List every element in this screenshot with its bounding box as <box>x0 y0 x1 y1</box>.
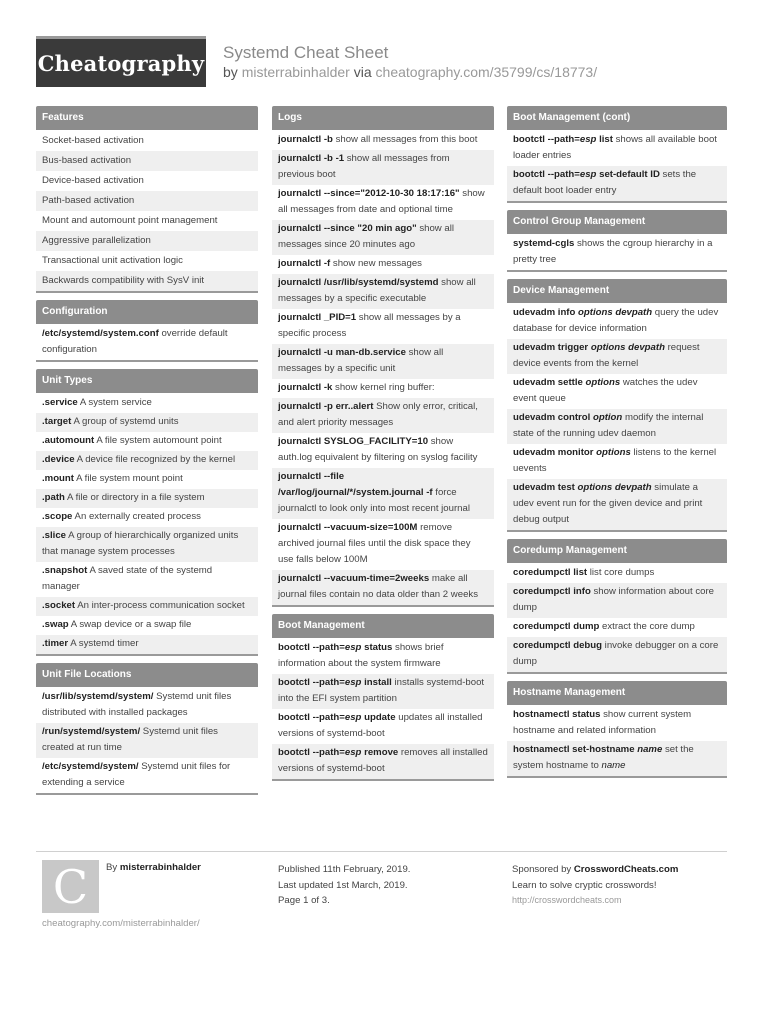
log-row <box>272 344 494 379</box>
device-row <box>507 304 727 339</box>
log-row <box>272 274 494 309</box>
command: journalctl -u man-db.service <box>278 347 406 358</box>
description: show current system hostname and related information <box>513 709 692 736</box>
config-row <box>36 325 258 360</box>
section-features <box>36 106 258 293</box>
option: esp <box>579 169 597 180</box>
command: udevadm settle <box>513 377 586 388</box>
cgroup-row <box>507 235 727 270</box>
command: .target <box>42 416 72 427</box>
section-header: Boot Management (cont) <box>507 106 727 130</box>
description: show all messages by a specific unit <box>278 347 444 374</box>
footer-publication-info <box>278 862 410 909</box>
hostname-row <box>507 741 727 776</box>
coredump-row <box>507 564 727 583</box>
option: options devpath <box>590 342 665 353</box>
section-logs <box>272 106 494 607</box>
command: hostnamectl set-hostname <box>513 744 638 755</box>
log-row <box>272 309 494 344</box>
option: option <box>592 412 623 423</box>
section-header: Boot Management <box>272 614 494 638</box>
description: A systemd timer <box>68 638 139 649</box>
command: journalctl -f <box>278 258 331 269</box>
section-header: Configuration <box>36 300 258 324</box>
description: set the system hostname to <box>513 744 694 771</box>
command: hostnamectl status <box>513 709 601 720</box>
subcommand: list <box>596 134 613 145</box>
section-header: Unit Types <box>36 369 258 393</box>
description: show kernel ring buffer: <box>332 382 435 393</box>
logo-text: Cheatography <box>37 50 205 76</box>
section-coredump <box>507 539 727 674</box>
option: esp <box>579 134 597 145</box>
log-row <box>272 379 494 398</box>
command: /usr/lib/systemd/system/ <box>42 691 154 702</box>
subcommand: remove <box>361 747 399 758</box>
command: .swap <box>42 619 69 630</box>
description: watches the udev event queue <box>513 377 698 404</box>
unit-type-row <box>36 451 258 470</box>
description: show all messages by a specific process <box>278 312 461 339</box>
option: options <box>585 377 621 388</box>
coredump-row <box>507 618 727 637</box>
sponsor-tagline: Learn to solve cryptic crosswords! <box>512 879 657 891</box>
unit-type-row <box>36 635 258 654</box>
description: show auth.log equivalent by filtering on syslog facility <box>278 436 478 463</box>
log-row <box>272 468 494 519</box>
column-1 <box>36 106 258 802</box>
description: modify the internal state of the running udev daemon <box>513 412 704 439</box>
section-device-management <box>507 279 727 532</box>
log-row <box>272 433 494 468</box>
footer-by-label: By <box>106 862 118 873</box>
location-row <box>36 723 258 758</box>
section-header: Features <box>36 106 258 130</box>
feature-item: Transactional unit activation logic <box>42 255 183 266</box>
footer <box>36 851 727 929</box>
log-row <box>272 185 494 220</box>
boot-row <box>272 709 494 744</box>
unit-type-row <box>36 394 258 413</box>
command: coredumpctl debug <box>513 640 603 651</box>
footer-author-link[interactable]: misterrabinhalder <box>119 862 201 873</box>
log-row <box>272 131 494 150</box>
section-control-group <box>507 210 727 272</box>
command: .scope <box>42 511 73 522</box>
description: remove archived journal files until the disk space they use falls below 100M <box>278 522 471 565</box>
command: .timer <box>42 638 69 649</box>
command: udevadm control <box>513 412 593 423</box>
description: shows all available boot loader entries <box>513 134 717 161</box>
command: journalctl --file /var/log/journal/*/system.journal -f <box>278 471 433 498</box>
description: shows brief information about the system firmware <box>278 642 444 669</box>
log-row <box>272 150 494 185</box>
command: journalctl --vacuum-time=2weeks <box>278 573 430 584</box>
command: journalctl -p err..alert <box>278 401 374 412</box>
byline <box>223 64 597 80</box>
coredump-row <box>507 583 727 618</box>
description: shows the cgroup hierarchy in a pretty tree <box>513 238 713 265</box>
device-row <box>507 374 727 409</box>
description: A swap device or a swap file <box>68 619 192 630</box>
cheatography-logo[interactable] <box>36 36 206 87</box>
byline-by: by <box>223 64 238 80</box>
avatar[interactable] <box>42 860 99 913</box>
unit-type-row <box>36 432 258 451</box>
feature-item: Device-based activation <box>42 175 144 186</box>
command: /etc/systemd/system/ <box>42 761 139 772</box>
description: show all messages from this boot <box>332 134 478 145</box>
command: bootctl --path= <box>278 642 345 653</box>
device-row <box>507 409 727 444</box>
command: bootctl --path= <box>278 712 345 723</box>
boot-row <box>272 639 494 674</box>
command: journalctl --since="2012-10-30 18:17:16" <box>278 188 460 199</box>
page-title: Systemd Cheat Sheet <box>223 43 389 62</box>
command: .device <box>42 454 75 465</box>
description: A group of hierarchically organized units that manage system processes <box>42 530 239 557</box>
feature-item: Aggressive parallelization <box>36 231 258 251</box>
sponsor-link[interactable]: CrosswordCheats.com <box>573 864 679 875</box>
device-row <box>507 444 727 479</box>
option: name <box>637 744 663 755</box>
option: options <box>596 447 631 458</box>
command: .snapshot <box>42 565 88 576</box>
option: esp <box>344 677 362 688</box>
command: journalctl --since "20 min ago" <box>278 223 417 234</box>
description: make all journal files contain no data older than 2 weeks <box>278 573 478 600</box>
description: A file or directory in a file system <box>64 492 205 503</box>
command: udevadm monitor <box>513 447 597 458</box>
feature-item: Mount and automount point management <box>42 215 218 226</box>
description: show all messages from date and optional time <box>278 188 485 215</box>
command: .automount <box>42 435 95 446</box>
description: simulate a udev event run for the given device and print debug output <box>513 482 703 525</box>
subcommand: set-default ID <box>596 169 660 180</box>
feature-item: Backwards compatibility with SysV init <box>36 271 258 291</box>
section-hostname <box>507 681 727 778</box>
command: .slice <box>42 530 67 541</box>
device-row <box>507 479 727 530</box>
column-3 <box>507 106 727 785</box>
option: options devpath <box>577 482 652 493</box>
description: sets the default boot loader entry <box>513 169 697 196</box>
description: An externally created process <box>72 511 201 522</box>
subcommand: status <box>361 642 393 653</box>
command: coredumpctl dump <box>513 621 600 632</box>
option: esp <box>344 747 362 758</box>
description: An inter-process communication socket <box>75 600 245 611</box>
command: bootctl --path= <box>278 677 345 688</box>
command: coredumpctl list <box>513 567 588 578</box>
boot-row <box>507 166 727 201</box>
description: installs systemd-boot into the EFI system partition <box>278 677 485 704</box>
updated-date: Last updated 1st March, 2019. <box>278 879 408 891</box>
description: Systemd unit files created at run time <box>42 726 218 753</box>
command: udevadm test <box>513 482 578 493</box>
section-unit-file-locations <box>36 663 258 795</box>
device-row <box>507 339 727 374</box>
column-2 <box>272 106 494 788</box>
unit-type-row <box>36 508 258 527</box>
section-header: Control Group Management <box>507 210 727 234</box>
avatar-letter: C <box>52 859 89 914</box>
description: listens to the kernel uevents <box>513 447 717 474</box>
section-header: Unit File Locations <box>36 663 258 687</box>
command: bootctl --path= <box>513 169 580 180</box>
command: .service <box>42 397 78 408</box>
section-header: Hostname Management <box>507 681 727 705</box>
description: request device events from the kernel <box>513 342 700 369</box>
description: force journalctl to look only into most recent journal <box>278 487 470 514</box>
description: show all messages by a specific executable <box>278 277 476 304</box>
feature-item: Bus-based activation <box>36 151 258 171</box>
unit-type-row <box>36 470 258 489</box>
log-row <box>272 570 494 605</box>
description: extract the core dump <box>599 621 695 632</box>
subcommand: update <box>361 712 396 723</box>
option: name <box>601 760 626 771</box>
command: journalctl --vacuum-size=100M <box>278 522 418 533</box>
unit-type-row <box>36 562 258 597</box>
description: A device file recognized by the kernel <box>74 454 236 465</box>
log-row <box>272 255 494 274</box>
command: journalctl -b <box>278 134 333 145</box>
description: Show only error, critical, and alert priority messages <box>278 401 478 428</box>
log-row <box>272 519 494 570</box>
command: bootctl --path= <box>513 134 580 145</box>
command: journalctl _PID=1 <box>278 312 357 323</box>
command: .path <box>42 492 65 503</box>
command: systemd-cgls <box>513 238 575 249</box>
coredump-row <box>507 637 727 672</box>
sponsor-url-link[interactable]: http://crosswordcheats.com <box>512 895 622 905</box>
author-profile-link[interactable]: cheatography.com/misterrabinhalder/ <box>42 918 200 929</box>
description: Systemd unit files distributed with installed packages <box>42 691 232 718</box>
unit-type-row <box>36 616 258 635</box>
command: journalctl -b -1 <box>278 153 345 164</box>
description: A group of systemd units <box>71 416 179 427</box>
description: override default configuration <box>42 328 228 355</box>
description: updates all installed versions of systemd-boot <box>278 712 483 739</box>
description: show all messages from previous boot <box>278 153 450 180</box>
command: udevadm info <box>513 307 579 318</box>
footer-author <box>106 862 201 873</box>
description: invoke debugger on a core dump <box>513 640 719 667</box>
description: show new messages <box>330 258 422 269</box>
description: A saved state of the systemd manager <box>42 565 213 592</box>
command: .socket <box>42 600 76 611</box>
description: A file system mount point <box>73 473 183 484</box>
section-unit-types <box>36 369 258 656</box>
option: esp <box>344 642 362 653</box>
boot-row <box>272 674 494 709</box>
sponsored-by-label: Sponsored by <box>512 864 574 875</box>
sheet-url-link[interactable]: cheatography.com/35799/cs/18773/ <box>375 64 598 80</box>
description: list core dumps <box>587 567 655 578</box>
author-link[interactable]: misterrabinhalder <box>241 64 350 80</box>
description: A file system automount point <box>94 435 222 446</box>
feature-item: Socket-based activation <box>42 135 144 146</box>
command: .mount <box>42 473 74 484</box>
description: removes all installed versions of systemd-boot <box>278 747 488 774</box>
page-number: Page 1 of 3. <box>278 895 330 906</box>
location-row <box>36 758 258 793</box>
section-boot-management-cont <box>507 106 727 203</box>
section-configuration <box>36 300 258 362</box>
option: options devpath <box>578 307 653 318</box>
command: udevadm trigger <box>513 342 591 353</box>
unit-type-row <box>36 597 258 616</box>
section-header: Logs <box>272 106 494 130</box>
command: bootctl --path= <box>278 747 345 758</box>
section-header: Coredump Management <box>507 539 727 563</box>
published-date: Published 11th February, 2019. <box>278 864 411 875</box>
description: query the udev database for device information <box>513 307 719 334</box>
description: show information about core dump <box>513 586 715 613</box>
command: /run/systemd/system/ <box>42 726 141 737</box>
option: esp <box>344 712 362 723</box>
section-header: Device Management <box>507 279 727 303</box>
command: journalctl -k <box>278 382 333 393</box>
log-row <box>272 398 494 433</box>
boot-row <box>507 131 727 166</box>
unit-type-row <box>36 413 258 432</box>
section-boot-management <box>272 614 494 781</box>
log-row <box>272 220 494 255</box>
command: coredumpctl info <box>513 586 591 597</box>
command: journalctl SYSLOG_FACILITY=10 <box>278 436 429 447</box>
command: /etc/systemd/system.conf <box>42 328 159 339</box>
location-row <box>36 688 258 723</box>
footer-sponsor <box>512 862 678 909</box>
subcommand: install <box>361 677 392 688</box>
byline-via: via <box>353 64 372 80</box>
feature-item: Path-based activation <box>36 191 258 211</box>
description: Systemd unit files for extending a service <box>42 761 231 788</box>
unit-type-row <box>36 489 258 508</box>
hostname-row <box>507 706 727 741</box>
description: show all messages since 20 minutes ago <box>278 223 454 250</box>
unit-type-row <box>36 527 258 562</box>
boot-row <box>272 744 494 779</box>
command: journalctl /usr/lib/systemd/systemd <box>278 277 439 288</box>
description: A system service <box>77 397 152 408</box>
